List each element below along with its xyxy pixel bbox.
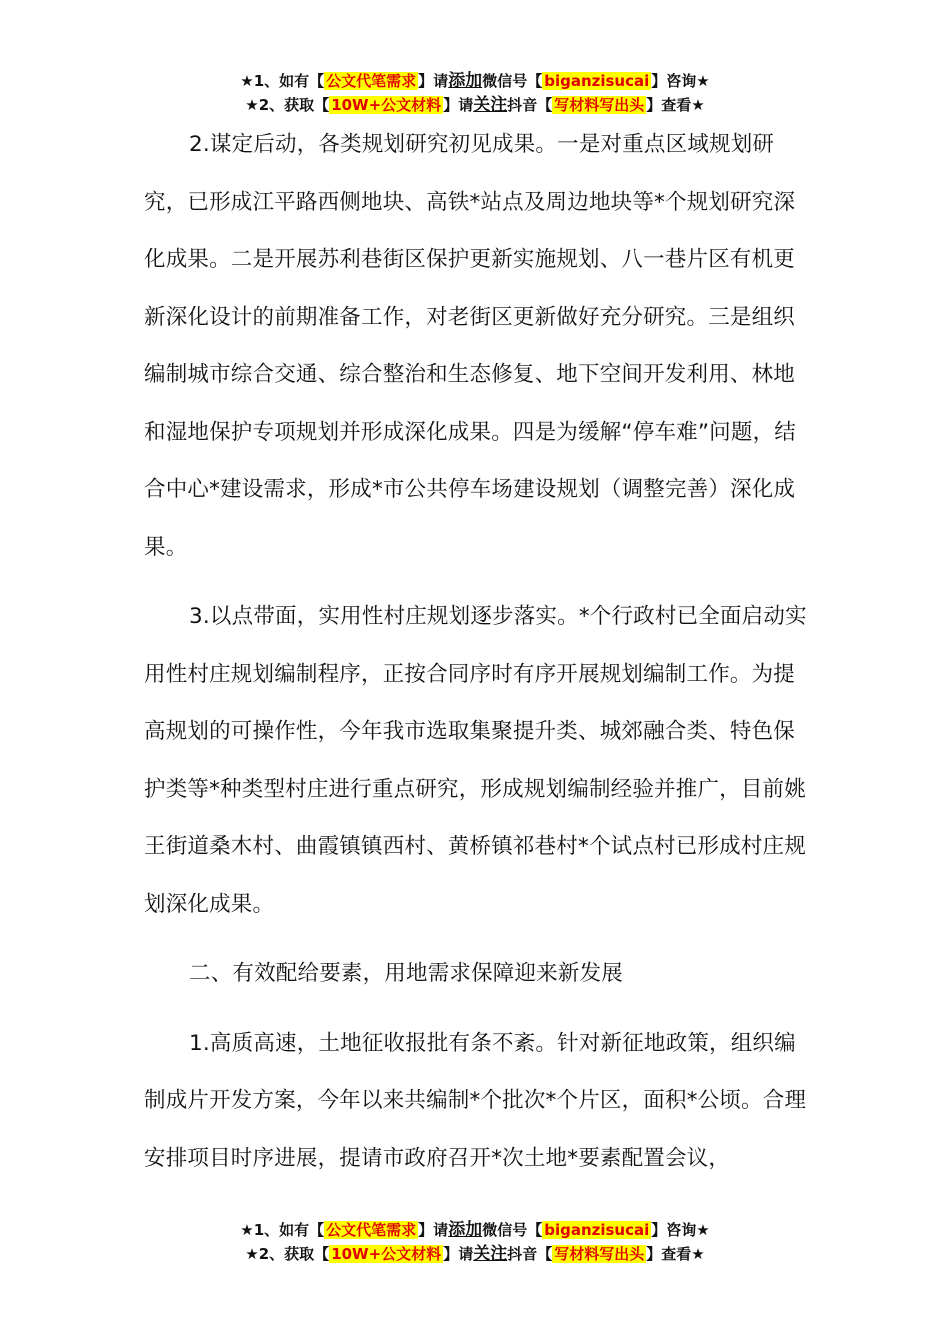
paragraph-village-planning: 3.以点带面，实用性村庄规划逐步落实。*个行政村已全面启动实用性村庄规划编制程序，正按合同序时有序开展规划编制工作。为提高规划的可操作性，今年我市选取集聚提升类、城郊融合类、特色保护类等*种类型村庄进行重点研究，形成规划编制经验并推广，目前姚王街道桑木村、曲霞镇镇西村、黄桥镇祁巷村*个试点村已形成村庄规划深化成果。 [144,604,807,917]
footer-underline-follow: 关注 [473,1244,508,1264]
footer-highlight-douyin-id: 写材料写出头 [554,1245,645,1263]
header-line-1 [0,69,950,93]
footer-banner [0,1218,950,1266]
footer-line-1-text-2: 微信号【 [482,1221,543,1239]
footer-highlight-service: 公文代笔需求 [326,1221,417,1239]
footer-line-2 [0,1242,950,1266]
header-banner [0,69,950,117]
footer-line-2-suffix: 】查看★ [646,1245,705,1263]
footer-highlight-materials: 10W+公文材料 [331,1245,442,1263]
footer-line-1 [0,1218,950,1242]
header-highlight-materials: 10W+公文材料 [331,96,442,114]
header-line-1-text: 】请 [418,72,449,90]
footer-highlight-wechat-id: biganzisucai [544,1221,650,1239]
header-line-1-prefix: ★1、如有【 [240,72,325,90]
footer-line-2-text: 】请 [443,1245,474,1263]
footer-line-1-suffix: 】咨询★ [651,1221,710,1239]
footer-line-1-prefix: ★1、如有【 [240,1221,325,1239]
document-body [144,116,809,1187]
header-highlight-service: 公文代笔需求 [326,72,417,90]
header-highlight-wechat-id: biganzisucai [544,72,650,90]
header-underline-follow: 关注 [473,95,508,115]
footer-line-1-text: 】请 [418,1221,449,1239]
paragraph-land-acquisition: 1.高质高速，土地征收报批有条不紊。针对新征地政策，组织编制成片开发方案，今年以来共编制*个批次*个片区，面积*公顷。合理安排项目时序进展，提请市政府召开*次土地*要素配置会议， [144,1030,807,1171]
header-line-2 [0,93,950,117]
header-line-1-text-2: 微信号【 [482,72,543,90]
header-line-2-prefix: ★2、获取【 [245,96,330,114]
header-line-2-suffix: 】查看★ [646,96,705,114]
section-heading-land-elements: 二、有效配给要素，用地需求保障迎来新发展 [189,961,624,986]
header-line-2-text-2: 抖音【 [507,96,553,114]
header-highlight-douyin-id: 写材料写出头 [554,96,645,114]
paragraph-planning-research: 2.谋定后动，各类规划研究初见成果。一是对重点区域规划研究，已形成江平路西侧地块、高铁*站点及周边地块等*个规划研究深化成果。二是开展苏利巷街区保护更新实施规划、八一巷片区有机更新深化设计的前期准备工作，对老街区更新做好充分研究。三是组织编制城市综合交通、综合整治和生态修复、地下空间开发利用、林地和湿地保护专项规划并形成深化成果。四是为缓解“停车难”问题，结合中心*建设需求，形成*市公共停车场建设规划（调整完善）深化成果。 [144,132,796,560]
footer-line-2-prefix: ★2、获取【 [245,1245,330,1263]
header-line-2-text: 】请 [443,96,474,114]
header-line-1-suffix: 】咨询★ [651,72,710,90]
header-underline-add: 添加 [448,71,483,91]
footer-underline-add: 添加 [448,1220,483,1240]
footer-line-2-text-2: 抖音【 [507,1245,553,1263]
